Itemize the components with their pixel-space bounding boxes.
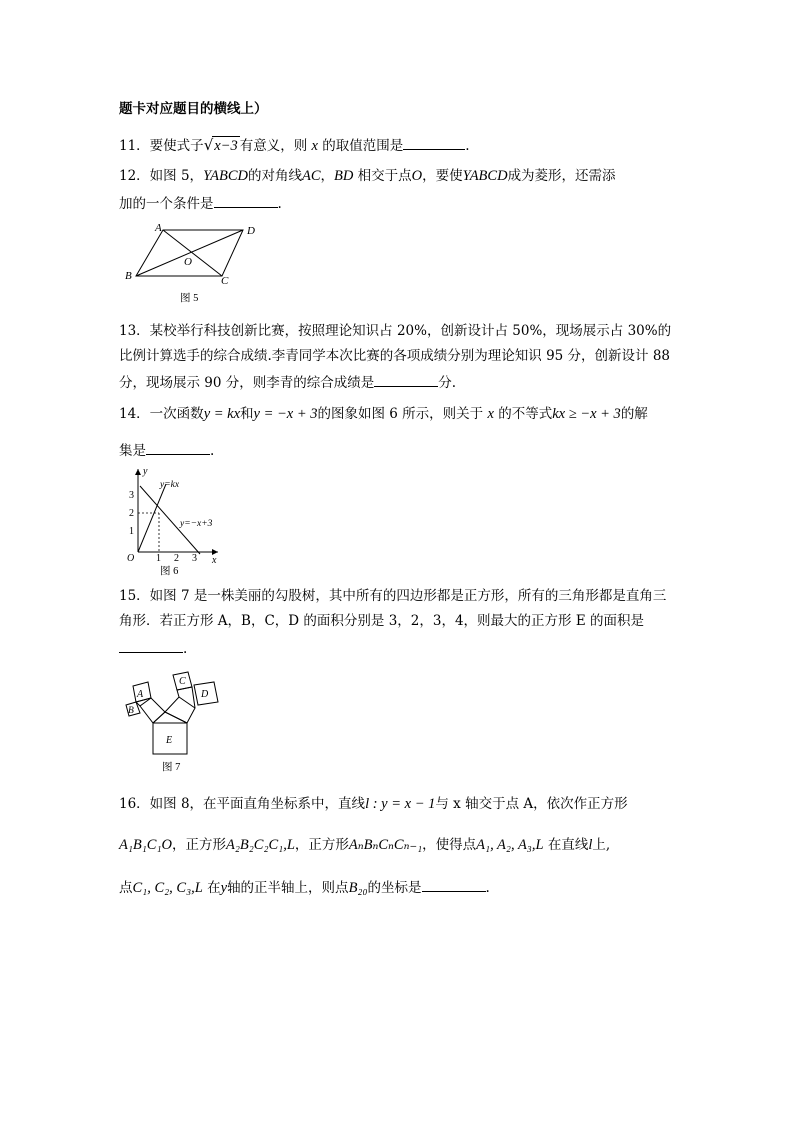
x-tick-2: 2 <box>174 553 179 564</box>
q16-points-c: C₁, C₂, C₃,L <box>132 880 203 896</box>
line-y-kx <box>138 484 166 552</box>
label-o: O <box>184 256 192 268</box>
q14-answer-blank[interactable] <box>146 440 210 455</box>
q14-inequality: kx ≥ −x + 3 <box>552 406 621 422</box>
q16-line2d: ，正方形 <box>294 837 349 853</box>
q14-number: 14．一次函数 <box>119 406 204 422</box>
figure-5-caption: 图 5 <box>180 293 199 304</box>
x-tick-1: 1 <box>156 553 161 564</box>
q16-line3c: 在 <box>207 880 221 896</box>
triangle-top <box>153 712 187 723</box>
q14-function-2: y = −x + 3 <box>253 406 318 422</box>
q14-text-2: 的不等式 <box>498 406 553 422</box>
q16-line2f: ，使得点 <box>422 837 477 853</box>
y-tick-1: 1 <box>129 526 134 537</box>
section-header: 题卡对应题目的横线上） <box>119 101 268 117</box>
q11-variable: x <box>311 138 318 154</box>
figure-5-parallelogram <box>118 222 268 307</box>
figure-6-caption: 图 6 <box>160 566 179 577</box>
label-a: A <box>137 689 144 700</box>
q16-line-equation: l : y = x − 1 <box>365 796 436 812</box>
question-16-line-2 <box>119 836 610 854</box>
q16-line1a: 16．如图 8，在平面直角坐标系中，直线 <box>119 796 366 812</box>
label-y-kx: y=kx <box>160 480 180 490</box>
label-c: C <box>221 275 229 287</box>
y-axis-arrow <box>135 469 141 475</box>
y-axis-label: y <box>143 466 148 477</box>
q16-line1b: 与 x 轴交于点 A，依次作正方形 <box>435 796 628 812</box>
q11-answer-blank[interactable] <box>403 135 465 150</box>
q12-number: 12．如图 5， <box>119 168 204 184</box>
q14-function-1: y = kx <box>203 406 241 422</box>
q12-text-3: ，要使 <box>422 168 463 184</box>
x-tick-3: 3 <box>192 553 197 564</box>
q16-end: . <box>485 880 490 896</box>
q12-text-2: 相交于点 <box>357 168 412 184</box>
question-13-line-2: 比例计算选手的综合成绩.李青同学本次比赛的各项成绩分别为理论知识 95 分，创新设计 88 <box>119 348 671 364</box>
q12-parallelogram: YABCD <box>203 168 248 184</box>
q15-answer-blank[interactable] <box>119 638 183 653</box>
q16-line3a: 点 <box>119 880 133 896</box>
q14-and: 和 <box>240 406 254 422</box>
q14-x: x <box>487 406 494 422</box>
q13-line3a: 分，现场展示 90 分，则李青的综合成绩是 <box>119 375 375 391</box>
figure-6-graph <box>118 464 230 580</box>
q13-answer-blank[interactable] <box>374 372 438 387</box>
q14-line2: 集是 <box>119 443 146 459</box>
question-15-line-3 <box>119 638 187 658</box>
q14-text-3: 的解 <box>620 406 648 422</box>
question-13-line-3 <box>119 372 456 392</box>
question-11: 11．要使式子√x−3 有意义，则 x 的取值范围是 . <box>119 136 470 154</box>
q12-comma: ， <box>320 168 335 184</box>
q15-end: . <box>183 641 188 657</box>
figure-7-pythagoras-tree <box>118 668 228 776</box>
q12-text-1: 的对角线 <box>247 168 302 184</box>
y-tick-3: 3 <box>129 490 134 501</box>
q16-answer-blank[interactable] <box>422 877 486 892</box>
q11-tail: 的取值范围是 <box>322 138 404 154</box>
q16-line-l: l <box>588 837 593 853</box>
q11-number: 11．要使式子 <box>119 138 204 154</box>
q12-end: . <box>277 196 282 212</box>
q11-end: . <box>465 138 470 154</box>
q14-end: . <box>210 443 215 459</box>
question-12-line-2 <box>119 193 282 213</box>
q12-ac: AC <box>301 168 321 184</box>
diagonal-ac <box>163 230 222 276</box>
question-12-line-1 <box>119 167 616 185</box>
q12-bd: BD <box>334 168 354 184</box>
question-15-line-1: 15．如图 7 是一株美丽的勾股树，其中所有的四边形都是正方形，所有的三角形都是直角三 <box>119 588 667 604</box>
diagonal-bd <box>136 230 243 276</box>
q12-answer-blank[interactable] <box>214 193 278 208</box>
question-16-line-3 <box>119 877 490 897</box>
q12-parallelogram-2: YABCD <box>462 168 508 184</box>
square-left-mid <box>140 698 165 723</box>
q16-line2h: 在直线 <box>547 837 589 853</box>
q16-square-n: AₙBₙCₙCₙ₋₁ <box>348 837 423 853</box>
question-16-line-1 <box>119 795 628 813</box>
q16-line3g: 的坐标是 <box>367 880 422 896</box>
label-d: D <box>201 689 209 700</box>
q14-text-1: 的图象如图 6 所示，则关于 <box>317 406 484 422</box>
question-15-line-2: 角形．若正方形 A，B，C，D 的面积分别是 3，2，3，4，则最大的正方形 E 的面积是 <box>119 613 644 629</box>
q12-line2: 加的一个条件是 <box>119 196 214 212</box>
q16-square-2: A₂B₂C₂C₁,L <box>225 837 295 853</box>
origin-label: O <box>127 553 135 564</box>
figure-7-caption: 图 7 <box>162 762 181 773</box>
label-e: E <box>166 735 173 746</box>
question-13-line-1: 13．某校举行科技创新比赛，按照理论知识占 20%，创新设计占 50%，现场展示占 30%的 <box>119 323 672 339</box>
q16-square-1: A₁B₁C₁O <box>119 837 172 853</box>
label-b: B <box>128 706 134 716</box>
q11-radicand: x−3 <box>214 138 238 154</box>
q16-line2b: ，正方形 <box>171 837 226 853</box>
q11-text: 有意义，则 <box>239 138 308 154</box>
x-axis-label: x <box>212 555 217 566</box>
q16-line3e: 轴的正半轴上，则点 <box>227 880 349 896</box>
q16-point-b20: B₂₀ <box>348 880 368 896</box>
y-tick-2: 2 <box>129 508 134 519</box>
q12-o: O <box>411 168 423 184</box>
q13-line3b: 分. <box>438 375 457 391</box>
q16-points-a: A₁, A₂, A₃,L <box>476 837 544 853</box>
q16-line2j: 上, <box>592 837 611 853</box>
q12-text-4: 成为菱形，还需添 <box>507 168 616 184</box>
label-y-neg-x-plus-3: y=−x+3 <box>180 519 213 529</box>
q16-y: y <box>220 880 228 896</box>
square-right-mid <box>165 697 195 723</box>
label-c: C <box>179 676 186 687</box>
label-a: A <box>155 222 162 234</box>
question-14-line-1 <box>119 405 648 423</box>
label-b: B <box>125 270 132 282</box>
label-d: D <box>247 225 255 237</box>
question-14-line-2 <box>119 440 214 460</box>
